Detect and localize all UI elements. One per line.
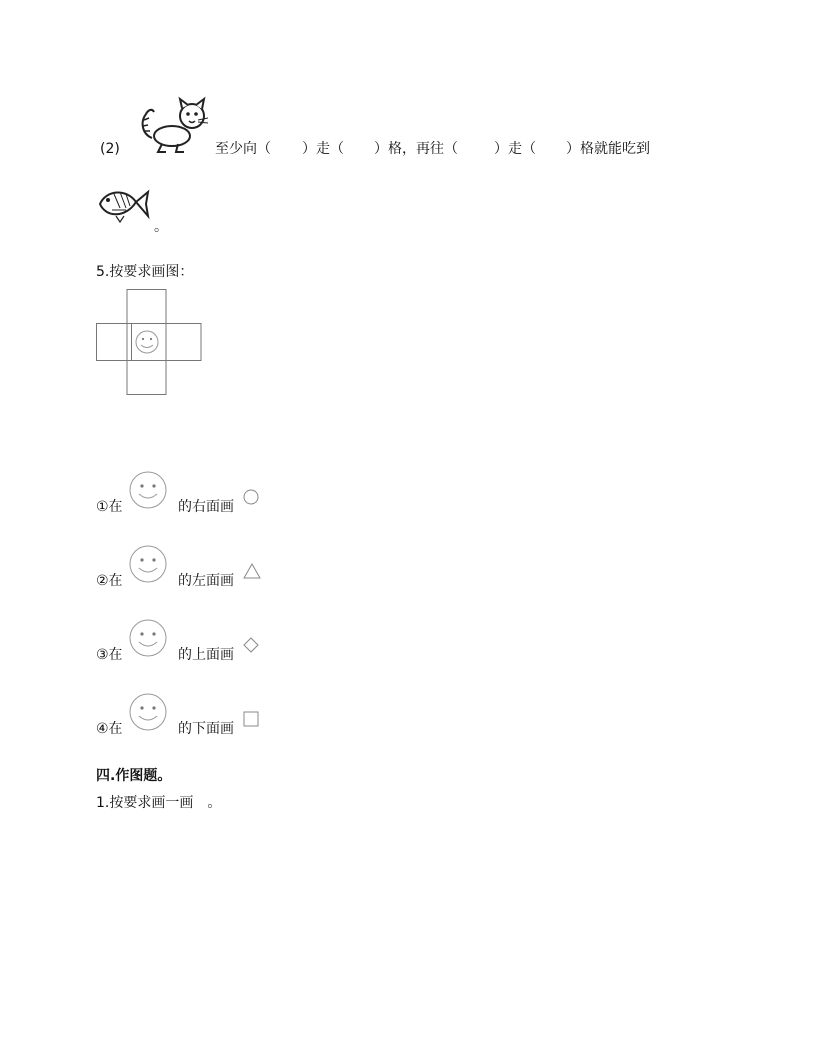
smiley-icon [128,544,170,586]
q5-item-text: 的上面画 [178,647,234,663]
q5-item-number: ②在 [96,573,123,589]
q5-item-number: ③在 [96,647,123,663]
q2-text-a: 至少向（ [215,141,271,157]
q5-title: 5.按要求画图： [96,264,194,280]
circle-icon [242,488,260,506]
square-icon [242,710,260,728]
q2-text-e: ）格就能吃到 [566,141,650,157]
q5-item-text: 的右面画 [178,499,234,515]
smiley-icon [136,331,158,353]
fish-image [96,182,150,226]
q2-text-b: ）走（ [302,141,344,157]
smiley-icon [128,470,170,512]
smiley-icon [128,692,170,734]
smiley-icon [128,618,170,660]
q5-item-text: 的左面画 [178,573,234,589]
cat-image [138,98,212,154]
q5-item-number: ④在 [96,721,123,737]
triangle-icon [242,562,262,580]
diamond-icon [242,636,260,654]
section4-title: 四.作图题。 [96,768,172,784]
cross-net-figure [96,289,202,395]
q2-text-d: ）走（ [494,141,536,157]
q2-end: 。 [154,219,168,235]
q2-text-c: ）格，再往（ [374,141,458,157]
q5-item-number: ①在 [96,499,123,515]
section4-q1: 1.按要求画一画 。 [96,795,222,811]
q2-label: (2) [100,141,120,157]
q5-item-text: 的下面画 [178,721,234,737]
